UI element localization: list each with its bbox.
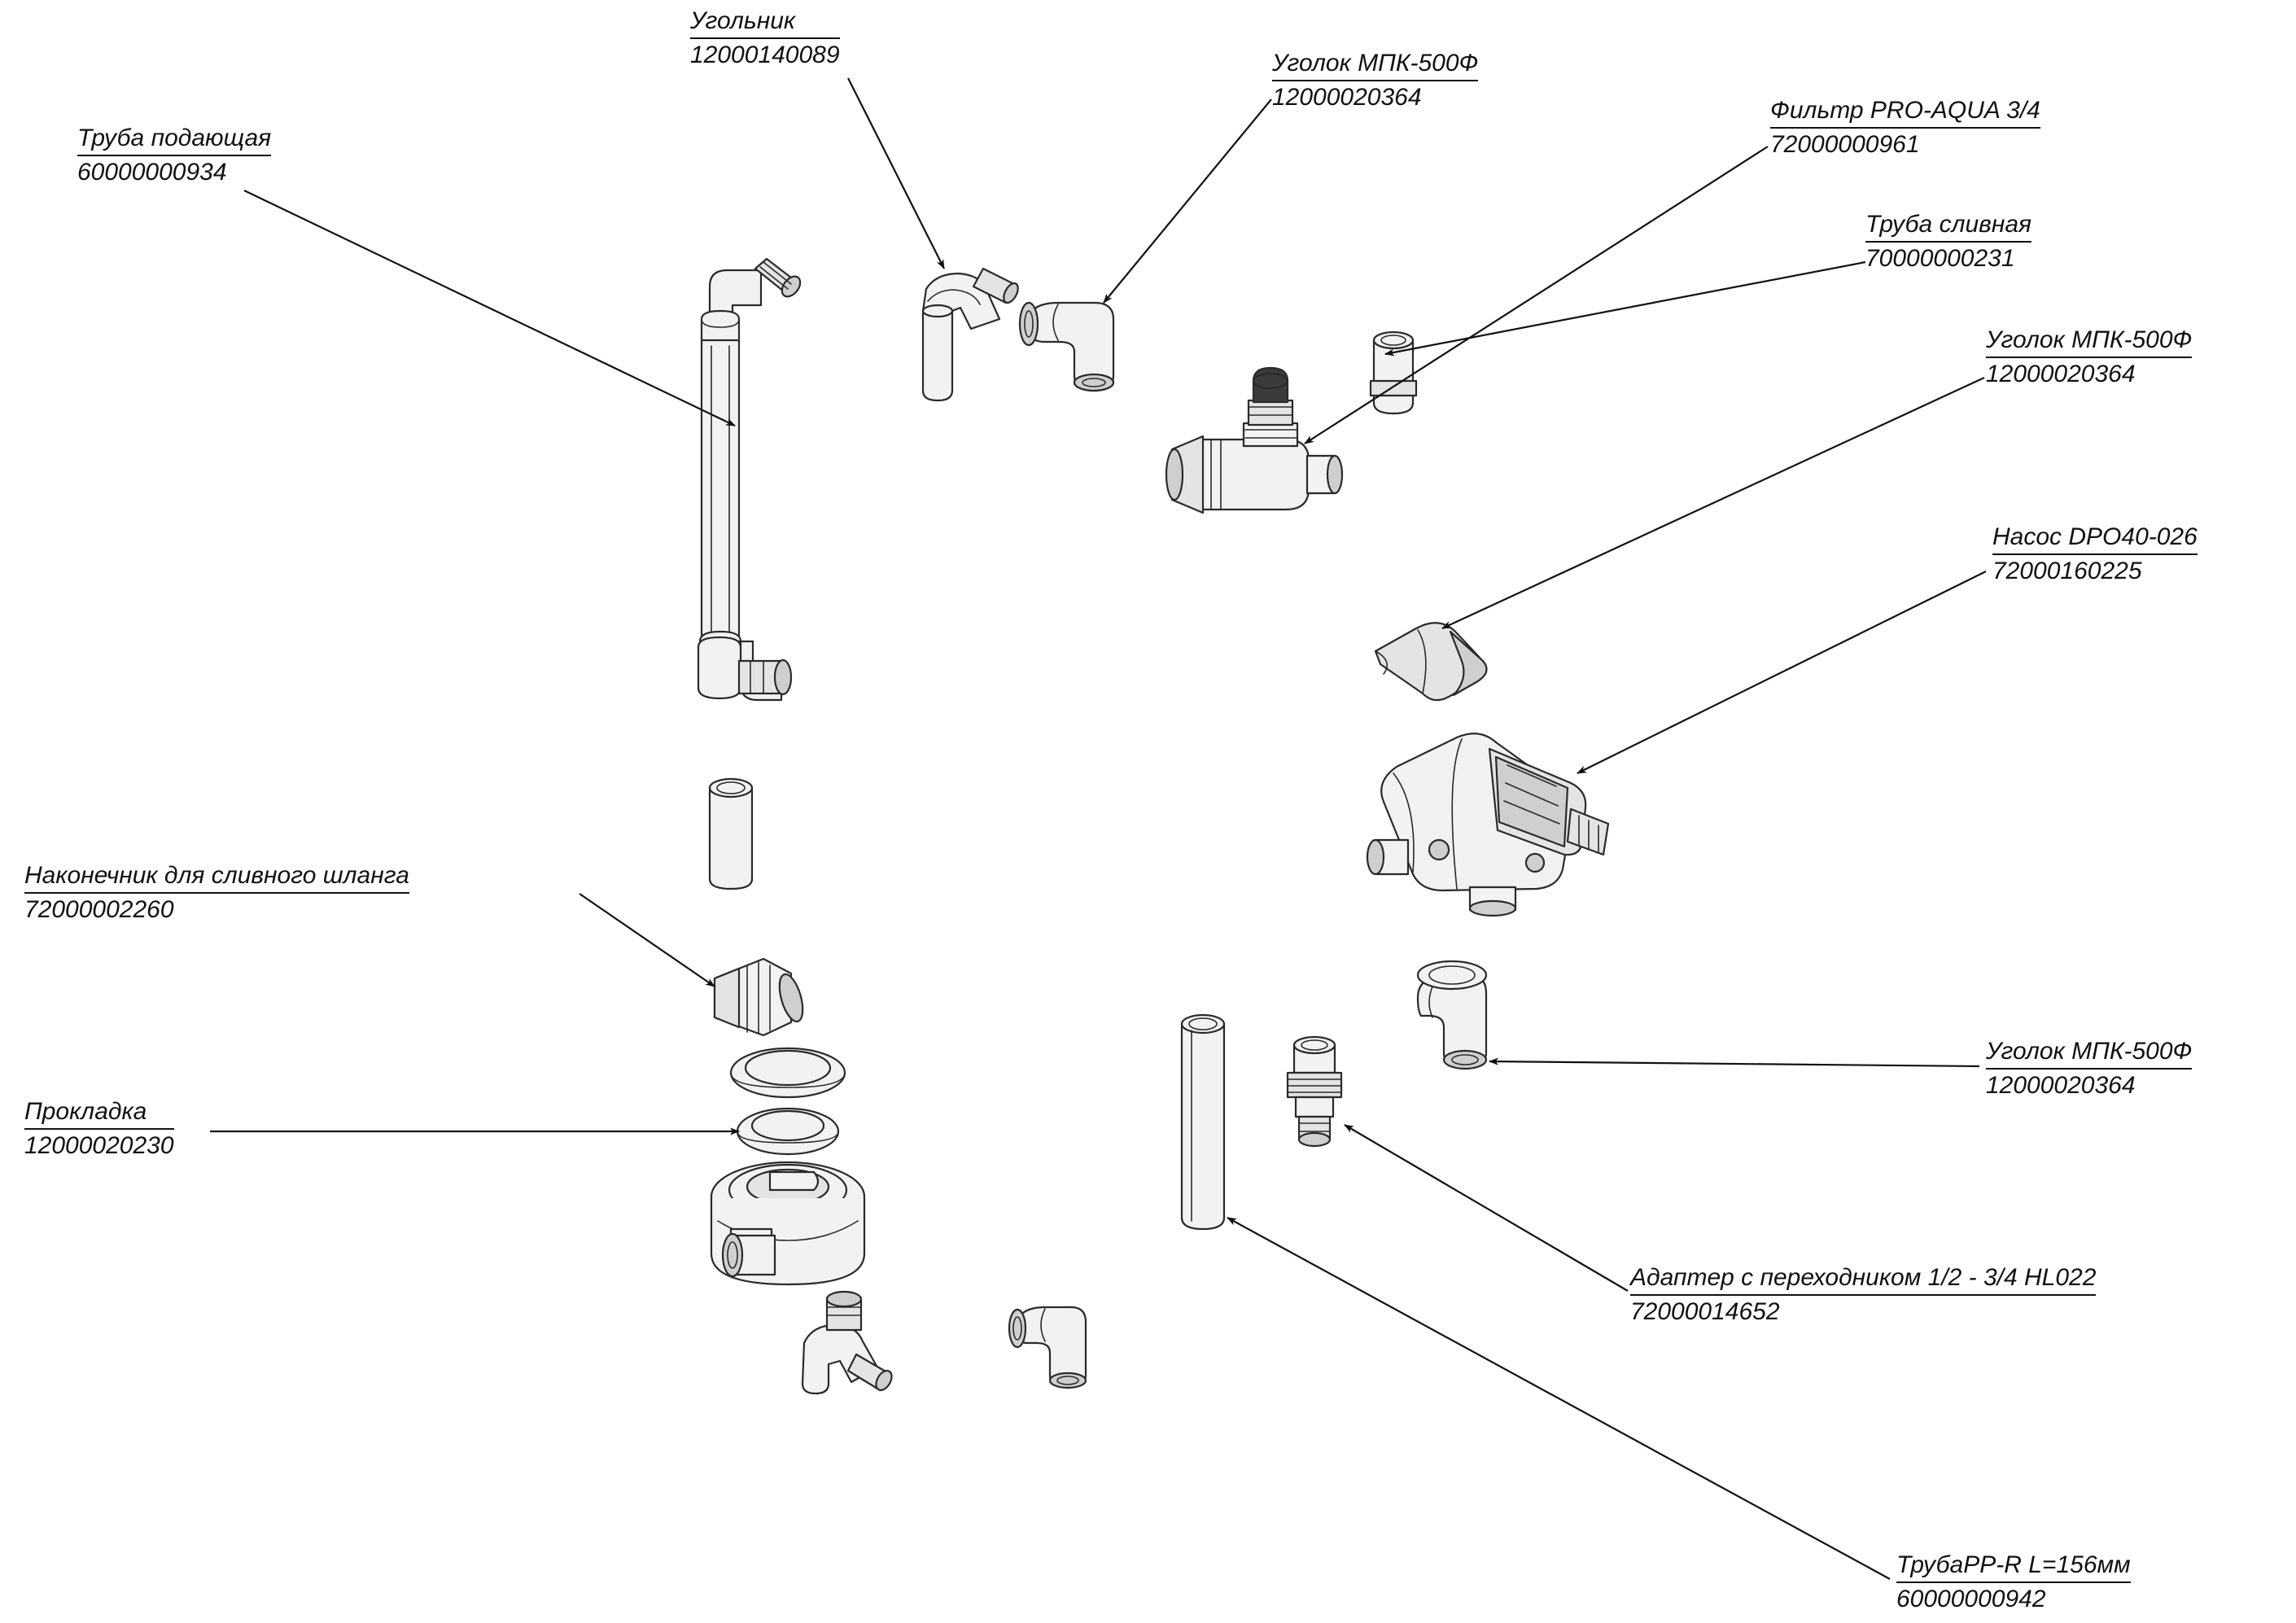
callout-code: 72000014652	[1630, 1297, 1780, 1325]
callout-code: 60000000942	[1896, 1585, 2046, 1612]
leader-filtr	[1305, 147, 1768, 444]
callout-truba-pp-r	[1896, 1551, 2131, 1614]
leader-truba-slivnaya	[1385, 262, 1865, 354]
leader-nakonechnik	[579, 894, 715, 986]
callout-title: Труба сливная	[1865, 210, 2031, 243]
callout-title: Фильтр PRO-AQUA 3/4	[1770, 96, 2040, 129]
callout-title: Адаптер с переходником 1/2 - 3/4 HL022	[1630, 1263, 2096, 1296]
callout-nakonechnik	[24, 861, 409, 925]
callout-title: ТрубаPP-R L=156мм	[1896, 1551, 2131, 1583]
callout-code: 12000140089	[690, 41, 840, 68]
callout-truba-slivnaya	[1865, 210, 2031, 273]
callout-truba-podayushchaya	[77, 124, 271, 187]
callout-code: 72000000961	[1770, 130, 1920, 158]
callout-title: Уголок МПК-500Ф	[1272, 49, 1478, 81]
callout-title: Уголок МПК-500Ф	[1986, 1037, 2192, 1070]
callout-title: Прокладка	[24, 1097, 174, 1130]
leader-ugolok-mid	[1442, 378, 1984, 628]
leader-adapter	[1345, 1125, 1628, 1291]
leader-truba-podayushchaya	[244, 190, 735, 426]
callout-ugolok-mpk-top	[1272, 49, 1478, 112]
callout-code: 12000020364	[1272, 83, 1422, 111]
callout-ugolok-mpk-bottom	[1986, 1037, 2192, 1100]
callout-nasos-dpo40	[1992, 523, 2198, 586]
callout-code: 12000020364	[1986, 1071, 2136, 1099]
leader-ugolok-bottom	[1489, 1061, 1979, 1066]
callout-adapter-hl022	[1630, 1263, 2096, 1327]
callout-title: Угольник	[690, 7, 840, 39]
callout-ugolnik	[690, 7, 840, 70]
callout-ugolok-mpk-mid	[1986, 326, 2192, 389]
leader-nasos	[1577, 571, 1986, 773]
callout-code: 12000020230	[24, 1131, 174, 1159]
callout-code: 72000002260	[24, 895, 174, 923]
leader-ugolok-top	[1104, 99, 1271, 303]
callout-title: Наконечник для сливного шланга	[24, 861, 409, 894]
callout-filtr-pro-aqua	[1770, 96, 2040, 160]
callout-code: 12000020364	[1986, 360, 2136, 387]
callout-prokladka	[24, 1097, 174, 1161]
callout-title: Насос DPO40-026	[1992, 523, 2198, 555]
callout-title: Труба подающая	[77, 124, 271, 156]
leader-ugolnik	[848, 78, 944, 269]
callout-code: 60000000934	[77, 158, 227, 186]
callout-code: 70000000231	[1865, 244, 2015, 272]
callout-code: 72000160225	[1992, 557, 2142, 584]
callout-title: Уголок МПК-500Ф	[1986, 326, 2192, 358]
